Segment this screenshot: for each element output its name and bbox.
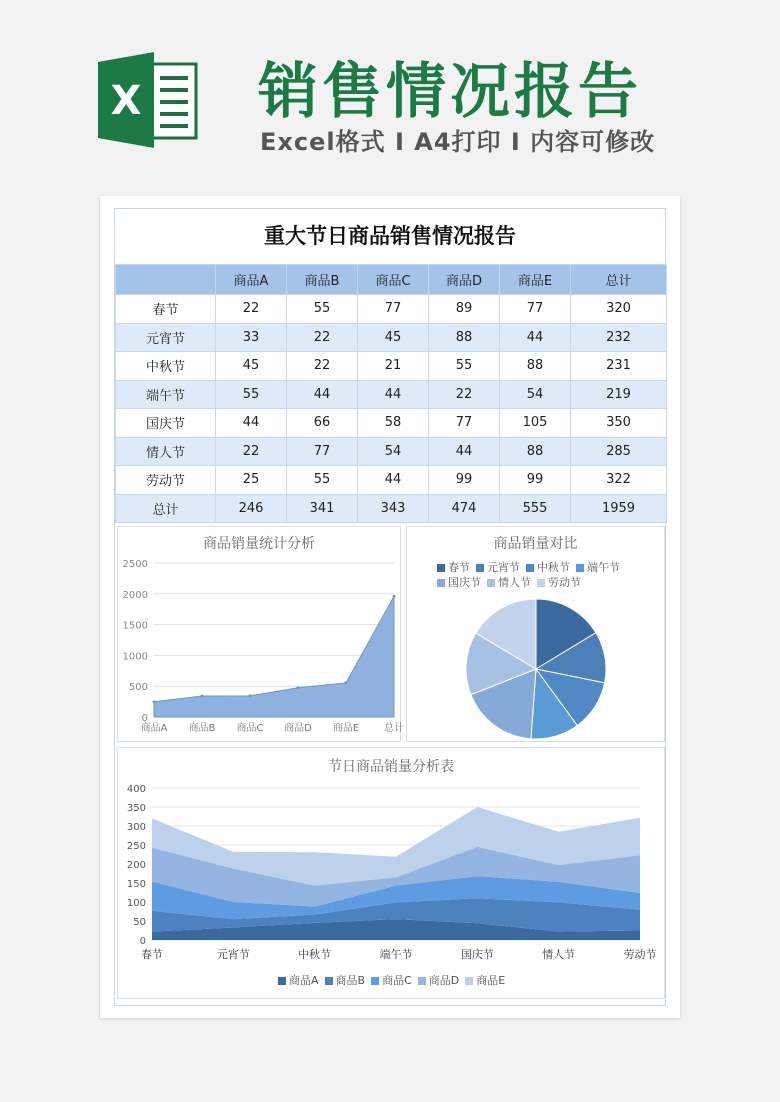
table-cell: 22 <box>429 380 500 409</box>
table-row <box>116 323 667 352</box>
table-cell: 58 <box>358 409 429 438</box>
data-point <box>153 700 156 703</box>
excel-logo-icon <box>98 52 200 148</box>
festival-pie-chart <box>407 527 664 741</box>
table-header-row <box>116 265 667 295</box>
x-tick-label: 中秋节 <box>298 948 332 961</box>
table-cell: 44 <box>358 466 429 495</box>
x-tick-label: 总计 <box>384 723 404 734</box>
table-cell: 情人节 <box>116 437 216 466</box>
table-cell: 66 <box>287 409 358 438</box>
table-row <box>116 466 667 495</box>
table-cell: 44 <box>216 409 287 438</box>
table-cell: 55 <box>216 380 287 409</box>
chart-title: 商品销量对比 <box>493 536 578 552</box>
table-cell: 54 <box>358 437 429 466</box>
table-cell: 44 <box>500 323 571 352</box>
x-tick-label: 元宵节 <box>216 948 250 961</box>
table-cell: 春节 <box>116 295 216 324</box>
page-header <box>0 0 780 190</box>
festival-pie-chart-panel <box>406 526 665 742</box>
table-cell: 中秋节 <box>116 352 216 381</box>
column-header <box>116 265 216 295</box>
table-cell: 44 <box>287 380 358 409</box>
legend-swatch <box>465 977 473 985</box>
x-tick-label: 端午节 <box>379 948 413 961</box>
table-row <box>116 409 667 438</box>
y-tick-label: 400 <box>126 784 146 795</box>
table-cell: 45 <box>358 323 429 352</box>
table-row <box>116 437 667 466</box>
x-tick-label: 商品E <box>332 723 360 734</box>
page-subtitle: Excel格式 Ⅰ A4打印 Ⅰ 内容可修改 <box>260 128 656 156</box>
table-cell: 77 <box>287 437 358 466</box>
y-tick-label: 250 <box>126 841 146 852</box>
y-tick-label: 2500 <box>122 559 148 570</box>
festival-stacked-chart-panel <box>117 747 665 999</box>
legend-item <box>278 972 319 988</box>
table-cell: 44 <box>358 380 429 409</box>
column-header: 商品D <box>429 265 500 295</box>
legend-label: 商品B <box>335 974 366 987</box>
table-cell: 105 <box>500 409 571 438</box>
table-cell: 54 <box>500 380 571 409</box>
table-row <box>116 380 667 409</box>
legend-swatch <box>325 977 333 985</box>
legend-swatch <box>418 977 426 985</box>
table-cell: 25 <box>216 466 287 495</box>
table-cell: 232 <box>571 323 667 352</box>
y-tick-label: 1500 <box>122 620 148 632</box>
column-header: 总计 <box>571 265 667 295</box>
table-cell: 22 <box>287 352 358 381</box>
x-tick-label: 商品A <box>140 723 168 734</box>
report-sheet <box>100 196 680 1018</box>
x-tick-label: 情人节 <box>542 948 576 961</box>
x-tick-label: 国庆节 <box>460 948 494 961</box>
y-tick-label: 1000 <box>122 651 148 663</box>
table-cell: 219 <box>571 380 667 409</box>
y-tick-label: 500 <box>128 682 148 694</box>
table-cell: 22 <box>287 323 358 352</box>
table-cell: 555 <box>500 494 571 523</box>
legend-label: 元宵节 <box>487 561 520 574</box>
table-cell: 55 <box>287 466 358 495</box>
table-cell: 1959 <box>571 494 667 523</box>
table-cell: 元宵节 <box>116 323 216 352</box>
table-cell: 231 <box>571 352 667 381</box>
x-tick-label: 春节 <box>141 948 163 961</box>
page-title: 销售情况报告 <box>258 57 642 127</box>
table-cell: 55 <box>429 352 500 381</box>
table-cell: 99 <box>500 466 571 495</box>
legend-label: 春节 <box>448 561 470 574</box>
table-cell: 77 <box>500 295 571 324</box>
y-tick-label: 50 <box>133 917 146 928</box>
sales-table <box>115 264 667 523</box>
legend-label: 商品E <box>476 974 506 987</box>
legend-label: 劳动节 <box>548 576 581 589</box>
table-cell: 88 <box>429 323 500 352</box>
table-cell: 22 <box>216 437 287 466</box>
product-sales-chart-panel <box>117 526 404 742</box>
chart-title: 节日商品销量分析表 <box>328 759 454 775</box>
table-cell: 99 <box>429 466 500 495</box>
column-header: 商品A <box>216 265 287 295</box>
y-tick-label: 200 <box>126 860 146 871</box>
area-series <box>154 596 394 717</box>
festival-stacked-area-chart <box>118 748 664 998</box>
product-sales-area-chart <box>118 527 404 741</box>
table-cell: 22 <box>216 295 287 324</box>
legend-label: 情人节 <box>498 576 531 589</box>
legend-label: 中秋节 <box>537 561 570 574</box>
legend-item <box>325 972 366 988</box>
table-cell: 343 <box>358 494 429 523</box>
x-tick-label: 商品C <box>236 723 264 734</box>
data-point <box>393 595 396 598</box>
legend-item <box>418 972 459 988</box>
legend-swatch <box>278 977 286 985</box>
column-header: 商品E <box>500 265 571 295</box>
table-cell: 341 <box>287 494 358 523</box>
table-cell: 320 <box>571 295 667 324</box>
table-cell: 285 <box>571 437 667 466</box>
legend-label: 商品A <box>289 974 319 987</box>
table-cell: 21 <box>358 352 429 381</box>
report-title: 重大节日商品销售情况报告 <box>264 224 516 248</box>
data-point <box>297 686 300 689</box>
table-cell: 88 <box>500 352 571 381</box>
legend-label: 商品C <box>382 974 412 987</box>
table-cell: 322 <box>571 466 667 495</box>
table-cell: 劳动节 <box>116 466 216 495</box>
table-cell: 总计 <box>116 494 216 523</box>
y-tick-label: 2000 <box>122 589 148 601</box>
data-point <box>345 681 348 684</box>
table-cell: 端午节 <box>116 380 216 409</box>
y-tick-label: 100 <box>126 898 146 909</box>
x-tick-label: 劳动节 <box>623 948 657 961</box>
legend-swatch <box>371 977 379 985</box>
column-header: 商品B <box>287 265 358 295</box>
y-tick-label: 350 <box>126 803 146 814</box>
legend-item <box>371 972 412 988</box>
table-cell: 77 <box>358 295 429 324</box>
table-row <box>116 295 667 324</box>
x-tick-label: 商品B <box>188 723 216 734</box>
y-tick-label: 150 <box>126 879 146 890</box>
table-cell: 350 <box>571 409 667 438</box>
legend-label: 国庆节 <box>448 576 481 589</box>
table-cell: 246 <box>216 494 287 523</box>
legend-label: 端午节 <box>587 561 620 574</box>
data-point <box>249 694 252 697</box>
y-tick-label: 0 <box>141 713 148 724</box>
y-tick-label: 0 <box>139 936 146 947</box>
table-cell: 77 <box>429 409 500 438</box>
table-cell: 33 <box>216 323 287 352</box>
table-cell: 474 <box>429 494 500 523</box>
table-total-row <box>116 494 667 523</box>
table-cell: 55 <box>287 295 358 324</box>
table-cell: 国庆节 <box>116 409 216 438</box>
stacked-area-legend <box>278 972 578 988</box>
table-row <box>116 352 667 381</box>
x-tick-label: 商品D <box>284 723 312 734</box>
y-tick-label: 300 <box>126 822 146 833</box>
table-cell: 89 <box>429 295 500 324</box>
table-cell: 44 <box>429 437 500 466</box>
table-cell: 88 <box>500 437 571 466</box>
legend-item <box>465 972 505 988</box>
logo-letter: X <box>110 78 142 124</box>
data-point <box>201 694 204 697</box>
chart-title: 商品销量统计分析 <box>203 536 315 552</box>
column-header: 商品C <box>358 265 429 295</box>
table-cell: 45 <box>216 352 287 381</box>
legend-label: 商品D <box>428 974 460 987</box>
